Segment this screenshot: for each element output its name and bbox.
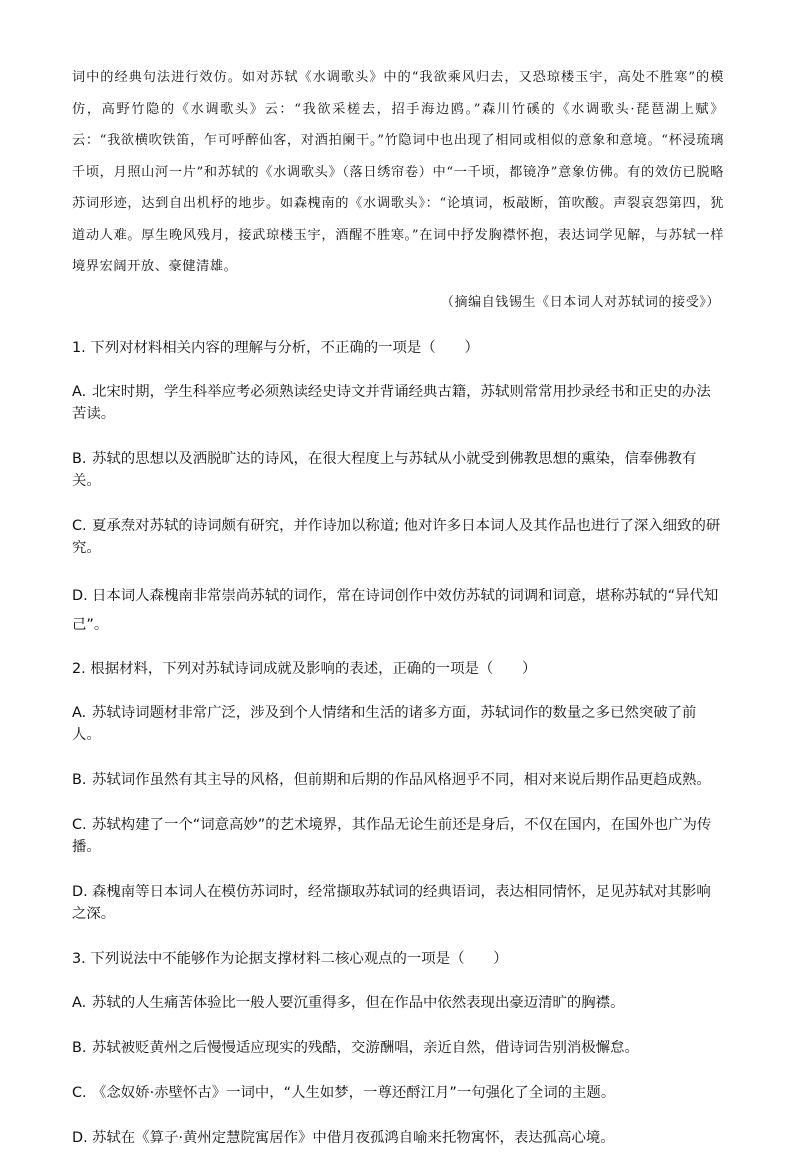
option-b[interactable]: [72, 769, 724, 814]
option-a[interactable]: [72, 992, 724, 1037]
option-label: A.: [72, 383, 87, 400]
option-a[interactable]: [72, 381, 724, 448]
option-label: C.: [72, 517, 87, 534]
option-b[interactable]: [72, 1037, 724, 1082]
option-text: 《念奴娇·赤壁怀古》一词中，“人生如梦，一尊还酹江月”一句强化了全词的主题。: [92, 1084, 616, 1101]
question-stem: 3. 下列说法中不能够作为论据支撑材料二核心观点的一项是（ ）: [72, 950, 508, 967]
question-2: [72, 658, 724, 948]
option-label: A.: [72, 704, 87, 721]
passage: [72, 62, 724, 283]
option-text: 北宋时期，学生科举应考必须熟读经史诗文并背诵经典古籍，苏轼则常常用抄录经书和正史的办法苦读。: [72, 383, 711, 422]
question-stem: 1. 下列对材料相关内容的理解与分析，不正确的一项是（ ）: [72, 339, 479, 356]
passage-source: （摘编自钱锡生《日本词人对苏轼词的接受》）: [440, 294, 720, 310]
question-3: [72, 948, 724, 1172]
question-stem: 2. 根据材料，下列对苏轼诗词成就及影响的表述，正确的一项是（ ）: [72, 660, 537, 677]
option-text: 苏轼的思想以及洒脱旷达的诗风，在很大程度上与苏轼从小就受到佛教思想的熏染，信奉佛教有关。: [72, 450, 697, 489]
option-text: 苏轼在《算子·黄州定慧院寓居作》中借月夜孤鸿自喻来托物寓怀，表达孤高心境。: [92, 1129, 615, 1146]
question-1: [72, 337, 724, 658]
option-label: D.: [72, 1129, 88, 1146]
option-text: 苏轼被贬黄州之后慢慢适应现实的残酷，交游酬唱，亲近自然，借诗词告别消极懈怠。: [92, 1039, 639, 1056]
option-text: 苏轼词作虽然有其主导的风格，但前期和后期的作品风格迥乎不同，相对来说后期作品更趋成熟。: [92, 771, 711, 788]
option-text: 日本词人森槐南非常崇尚苏轼的词作，常在诗词创作中效仿苏轼的词调和词意，堪称苏轼的“异代知己”。: [72, 587, 719, 633]
option-c[interactable]: [72, 1082, 724, 1127]
option-label: D.: [72, 587, 88, 604]
option-d[interactable]: [72, 1127, 724, 1172]
passage-paragraph: 词中的经典句法进行效仿。如对苏轼《水调歌头》中的“我欲乘风归去，又恐琼楼玉宇，高处不胜寒”的模仿，高野竹隐的《水调歌头》云：“我欲采槎去，招手海边鸥。”森川竹磎的《水调歌头·琵琶湖上赋》云：“我欲横吹铁笛，乍可呼醉仙客，对酒拍阑干。”竹隐词中也出现了相同或相似的意象和意境。“杯浸琉璃千顷，月照山河一片”和苏轼的《水调歌头》（落日绣帘卷）中“一千顷，都镜净”意象仿佛。有的效仿已脱略苏词形迹，达到自出机杼的地步。如森槐南的《水调歌头》：“论填词，板敲断，笛吹酸。声裂哀怨第四，犹道动人难。厚生晚风残月，接武琼楼玉宇，酒醒不胜寒。”在词中抒发胸襟怀抱，表达词学见解，与苏轼一样境界宏阔开放、豪健清雄。: [72, 70, 724, 274]
option-a[interactable]: [72, 702, 724, 769]
option-label: B.: [72, 1039, 87, 1056]
option-text: 夏承焘对苏轼的诗词颇有研究，并作诗加以称道; 他对许多日本词人及其作品也进行了深入细致的研究。: [72, 517, 721, 556]
option-label: C.: [72, 1084, 87, 1101]
option-text: 苏轼构建了一个“词意高妙”的艺术境界，其作品无论生前还是身后，不仅在国内，在国外也广为传播。: [72, 816, 712, 855]
option-label: D.: [72, 883, 88, 900]
option-label: C.: [72, 816, 87, 833]
option-d[interactable]: [72, 881, 724, 948]
option-label: A.: [72, 994, 87, 1011]
option-b[interactable]: [72, 448, 724, 515]
option-label: B.: [72, 450, 87, 467]
option-text: 苏轼的人生痛苦体验比一般人要沉重得多，但在作品中依然表现出豪迈清旷的胸襟。: [92, 994, 625, 1011]
option-text: 苏轼诗词题材非常广泛，涉及到个人情绪和生活的诸多方面，苏轼词作的数量之多已然突破了前人。: [72, 704, 697, 743]
option-c[interactable]: [72, 515, 724, 582]
question-list: [72, 337, 724, 1172]
option-text: 森槐南等日本词人在模仿苏词时，经常撷取苏轼词的经典语词，表达相同情怀，足见苏轼对其影响之深。: [72, 883, 711, 922]
option-d[interactable]: [72, 582, 724, 658]
option-c[interactable]: [72, 814, 724, 881]
option-label: B.: [72, 771, 87, 788]
